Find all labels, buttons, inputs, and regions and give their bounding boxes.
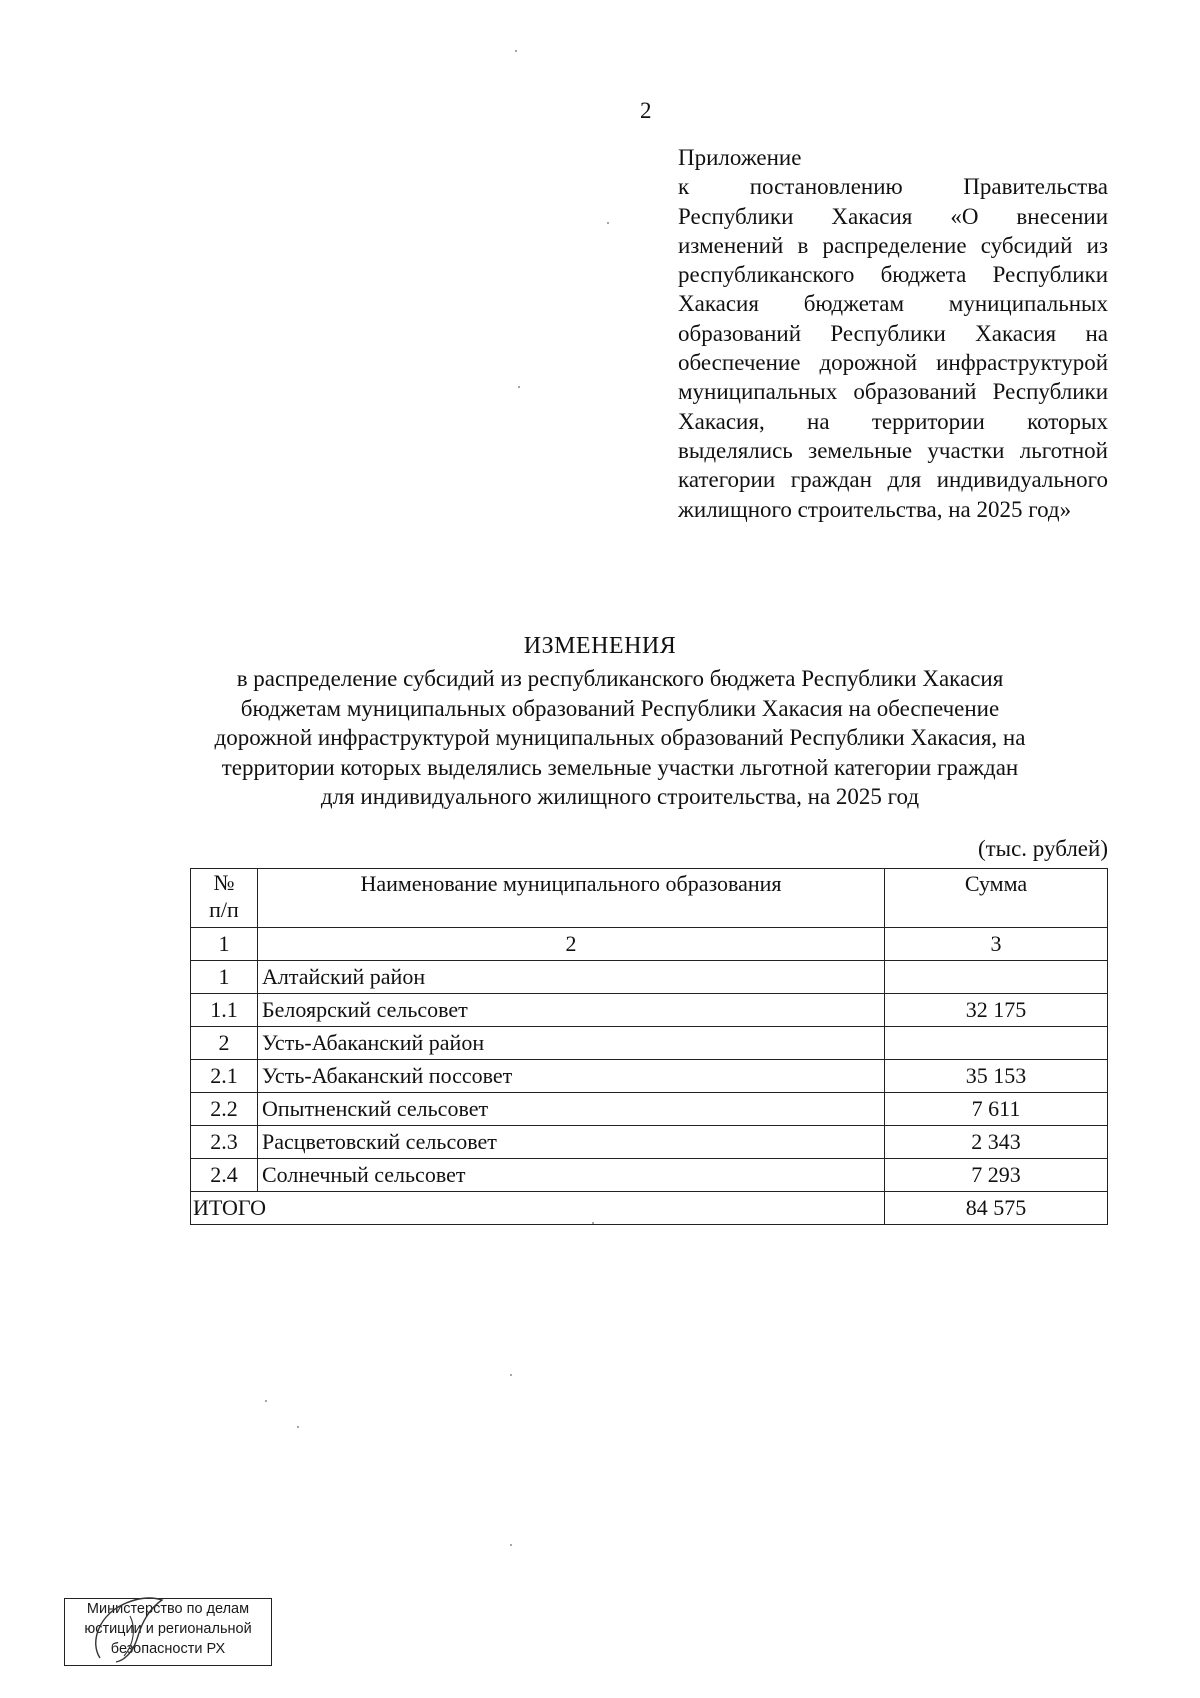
row-name: Усть-Абаканский район [258, 1027, 885, 1060]
header-number [191, 869, 258, 928]
row-name: Алтайский район [258, 961, 885, 994]
row-name: Расцветовский сельсовет [258, 1126, 885, 1159]
row-number: 2.2 [191, 1093, 258, 1126]
signature-mark [80, 1588, 190, 1668]
header-number-line1: № [213, 870, 235, 895]
table-row [191, 1159, 1108, 1192]
header-number-line2: п/п [209, 897, 239, 922]
column-index: 1 [191, 928, 258, 961]
table-row [191, 1027, 1108, 1060]
table-row [191, 1093, 1108, 1126]
table-row [191, 994, 1108, 1027]
row-sum: 7 611 [885, 1093, 1108, 1126]
row-sum: 32 175 [885, 994, 1108, 1027]
row-number: 1.1 [191, 994, 258, 1027]
row-number: 1 [191, 961, 258, 994]
row-number: 2.4 [191, 1159, 258, 1192]
header-name: Наименование муниципального образования [258, 869, 885, 928]
column-index: 2 [258, 928, 885, 961]
row-sum: 7 293 [885, 1159, 1108, 1192]
document-subtitle [180, 664, 1060, 812]
total-row [191, 1192, 1108, 1225]
subtitle-line: бюджетам муниципальных образований Республики Хакасия на обеспечение [240, 695, 1000, 721]
row-sum: 35 153 [885, 1060, 1108, 1093]
subtitle-line: территории которых выделялись земельные участки льготной категории граждан [221, 754, 1019, 780]
row-name: Солнечный сельсовет [258, 1159, 885, 1192]
row-number: 2.3 [191, 1126, 258, 1159]
document-title: ИЗМЕНЕНИЯ [523, 633, 677, 659]
scan-speck [592, 1222, 594, 1224]
row-name: Белоярский сельсовет [258, 994, 885, 1027]
appendix-heading: Приложение [678, 145, 802, 170]
subtitle-line: дорожной инфраструктурой муниципальных образований Республики Хакасия, на [214, 725, 1026, 750]
appendix-block [678, 143, 1108, 524]
subtitle-line: для индивидуального жилищного строительства, на 2025 год [320, 784, 920, 809]
row-number: 2 [191, 1027, 258, 1060]
scan-speck [518, 386, 520, 388]
row-number: 2.1 [191, 1060, 258, 1093]
scan-speck [510, 1544, 512, 1546]
appendix-body: к постановлению Правительства Республики Хакасия «О внесении изменений в распределение субсидий из республиканского бюджета Республики Хакасия бюджетам муниципальных образований Республики Хакасия на обеспечение дорожной инфраструктурой муниципальных образований Республики Хакасия, на территории которых выделялись земельные участки льготной категории граждан для индивидуального жилищного строительства, на 2025 год» [678, 174, 1108, 522]
header-sum: Сумма [885, 869, 1108, 928]
stamp-line: Министерство по делам [86, 1601, 250, 1617]
scan-speck [510, 1374, 512, 1376]
subsidy-table [190, 868, 1108, 1225]
scan-speck [515, 50, 517, 52]
table-row [191, 961, 1108, 994]
scan-speck [297, 1426, 299, 1428]
subtitle-line: в распределение субсидий из республиканского бюджета Республики Хакасия [236, 666, 1004, 691]
row-name: Усть-Абаканский поссовет [258, 1060, 885, 1093]
column-index: 3 [885, 928, 1108, 961]
units-label: (тыс. рублей) [977, 836, 1108, 861]
stamp-line: юстиции и региональной [84, 1621, 252, 1637]
table-row [191, 1060, 1108, 1093]
row-sum: 2 343 [885, 1126, 1108, 1159]
table-row [191, 1126, 1108, 1159]
scan-speck [265, 1400, 267, 1402]
page-number: 2 [640, 98, 652, 123]
total-sum: 84 575 [885, 1192, 1108, 1225]
column-index-row [191, 928, 1108, 961]
table-header-row [191, 869, 1108, 928]
stamp-line: безопасности РХ [110, 1641, 226, 1657]
row-name: Опытненский сельсовет [258, 1093, 885, 1126]
total-label: ИТОГО [191, 1192, 885, 1225]
row-sum [885, 961, 1108, 994]
row-sum [885, 1027, 1108, 1060]
scan-speck [607, 222, 609, 224]
